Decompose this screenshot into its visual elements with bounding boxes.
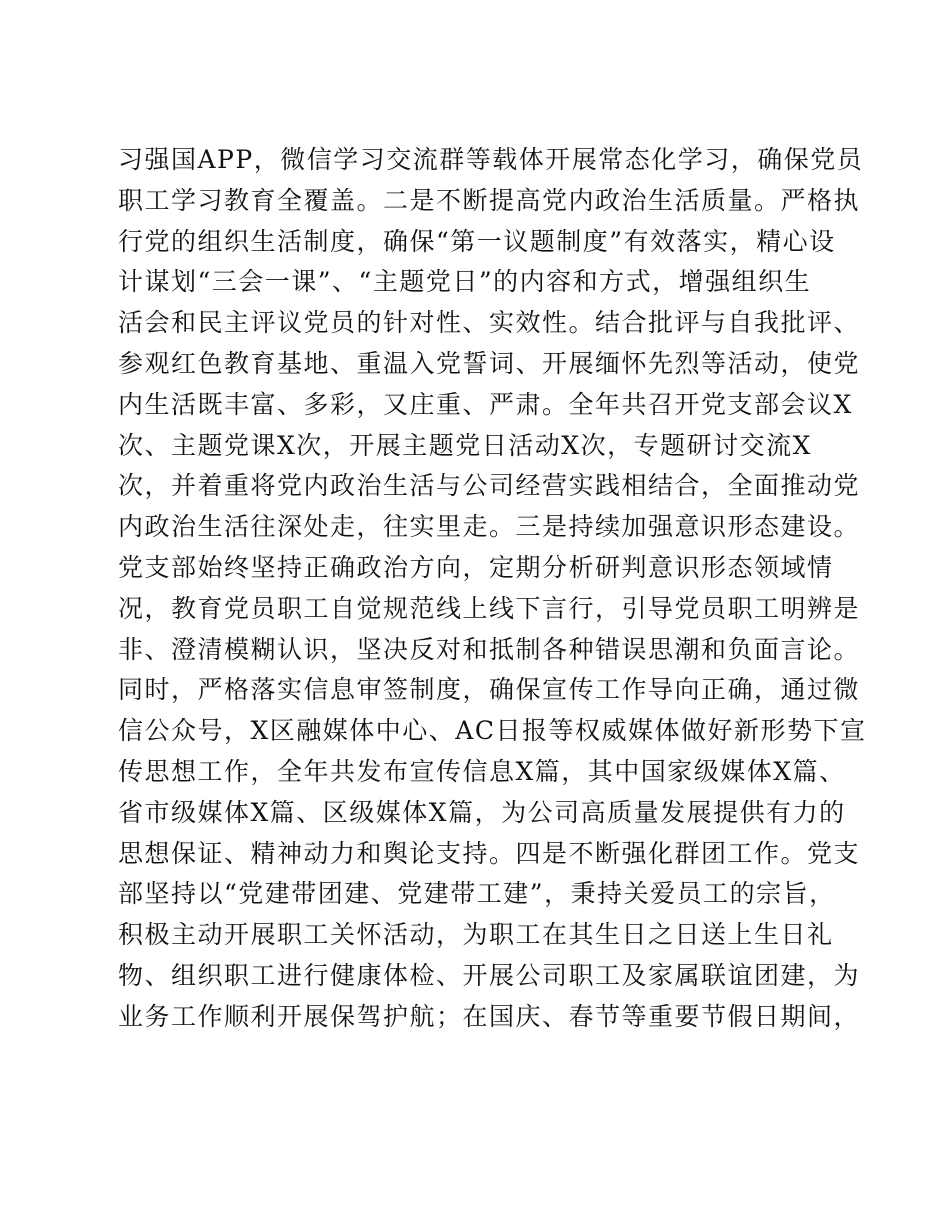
text-line: 党支部始终坚持正确政治方向，定期分析研判意识形态领域情 [118,552,834,582]
text-line: 信公众号，X区融媒体中心、AC日报等权威媒体做好新形势下宣 [118,716,867,746]
text-line: 同时，严格落实信息审签制度，确保宣传工作导向正确，通过微 [118,675,861,705]
text-line: 习强国APP，微信学习交流群等载体开展常态化学习，确保党员 [118,145,864,174]
text-line: 职工学习教育全覆盖。二是不断提高党内政治生活质量。严格执 [118,185,861,215]
text-line: 活会和民主评议党员的针对性、实效性。结合批评与自我批评、 [118,308,861,338]
text-line: 次、主题党课X次，开展主题党日活动X次，专题研讨交流X [118,430,812,460]
text-line: 况，教育党员职工自觉规范线上线下言行，引导党员职工明辨是 [118,593,861,623]
text-line: 积极主动开展职工关怀活动，为职工在其生日之日送上生日礼 [118,920,834,950]
text-line: 省市级媒体X篇、区级媒体X篇，为公司高质量发展提供有力的 [118,797,846,827]
text-line: 部坚持以“党建带团建、党建带工建”，秉持关爱员工的宗旨， [118,879,836,909]
text-line: 物、组织职工进行健康体检、开展公司职工及家属联谊团建，为 [118,960,861,990]
body-paragraph [118,140,867,1038]
text-line: 业务工作顺利开展保驾护航；在国庆、春节等重要节假日期间， [118,1001,861,1031]
text-line: 次，并着重将党内政治生活与公司经营实践相结合，全面推动党 [118,471,861,501]
text-line: 内政治生活往深处走，往实里走。三是持续加强意识形态建设。 [118,512,861,542]
text-line: 计谋划“三会一课”、“主题党日”的内容和方式，增强组织生 [118,267,812,297]
text-line: 行党的组织生活制度，确保“第一议题制度”有效落实，精心设 [118,226,836,256]
text-line: 思想保证、精神动力和舆论支持。四是不断强化群团工作。党支 [118,838,861,868]
text-line: 参观红色教育基地、重温入党誓词、开展缅怀先烈等活动，使党 [118,348,861,378]
text-line: 内生活既丰富、多彩，又庄重、严肃。全年共召开党支部会议X [118,389,853,419]
text-line: 传思想工作，全年共发布宣传信息X篇，其中国家级媒体X篇、 [118,756,846,786]
text-line: 非、澄清模糊认识，坚决反对和抵制各种错误思潮和负面言论。 [118,634,861,664]
